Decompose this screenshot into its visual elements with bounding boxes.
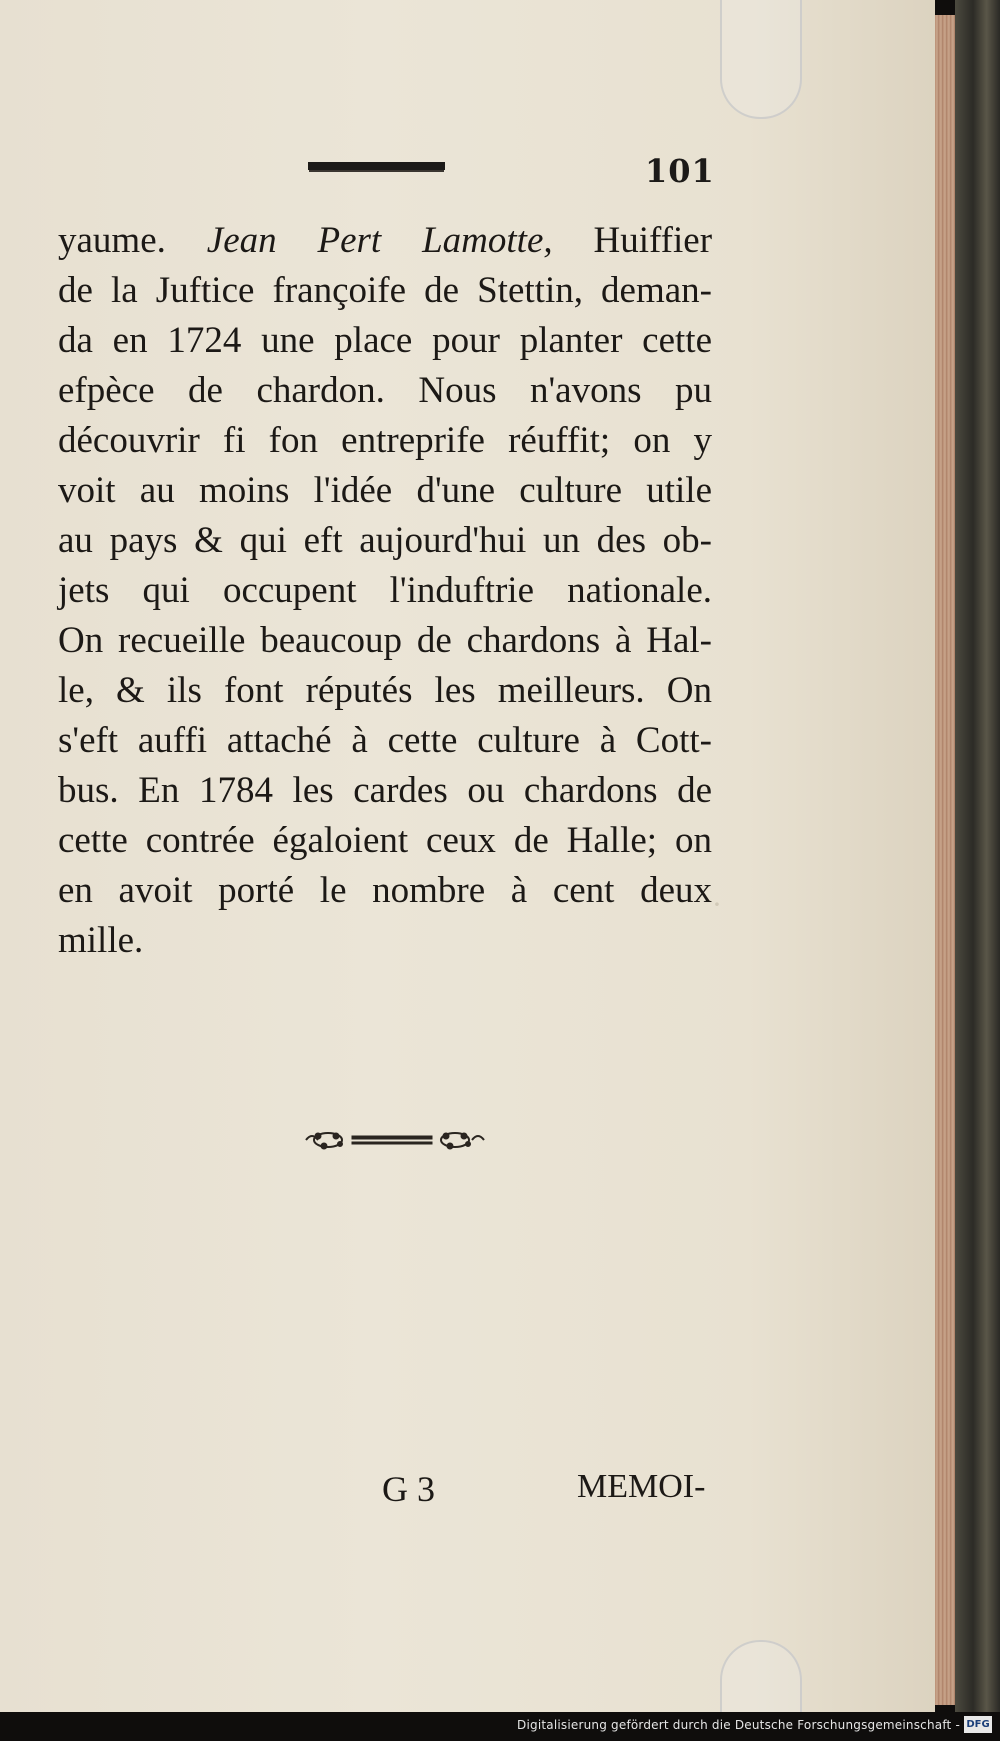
text-line-2: de la Juftice françoife de Stettin, deman-: [58, 270, 712, 311]
page-number: 101: [645, 152, 715, 190]
page-clip-bottom: [720, 1640, 802, 1712]
person-name: Jean Pert Lamotte,: [206, 220, 553, 261]
catchword: MEMOI-: [577, 1468, 706, 1505]
text-line-7: au pays & qui eft aujourd'hui un des ob-: [58, 520, 712, 561]
text-line-3: da en 1724 une place pour planter cette: [58, 320, 712, 361]
text-line-4: efpèce de chardon. Nous n'avons pu: [58, 370, 712, 411]
bleed-through-text: ·: [712, 888, 935, 921]
dfg-logo: DFG: [964, 1716, 992, 1733]
page-edges: [935, 15, 955, 1705]
ornament-icon: [300, 1124, 490, 1156]
text-line-6: voit au moins l'idée d'une culture utile: [58, 470, 712, 511]
page-clip-top: [720, 0, 802, 119]
text-line-1-end: Huiffier: [593, 220, 713, 261]
text-line-14: en avoit porté le nombre à cent deux: [58, 870, 712, 911]
text-line-13: cette contrée égaloient ceux de Halle; on: [58, 820, 712, 861]
text-line-1: [58, 220, 712, 262]
signature-mark: G 3: [382, 1469, 435, 1509]
text-line-1-start: yaume.: [58, 220, 166, 261]
text-line-12: bus. En 1784 les cardes ou chardons de: [58, 770, 712, 811]
text-line-11: s'eft auffi attaché à cette culture à Cott-: [58, 720, 712, 761]
header-rule: [308, 162, 445, 170]
text-line-8: jets qui occupent l'induftrie nationale.: [58, 570, 712, 611]
text-line-5: découvrir fi fon entreprife réuffit; on y: [58, 420, 712, 461]
book-cover: [955, 0, 1000, 1712]
text-line-15: mille.: [58, 920, 144, 961]
text-line-9: On recueille beaucoup de chardons à Hal-: [58, 620, 712, 661]
digitization-notice: Digitalisierung gefördert durch die Deutsche Forschungsgemeinschaft -: [517, 1718, 960, 1732]
text-line-10: le, & ils font réputés les meilleurs. On: [58, 670, 712, 711]
